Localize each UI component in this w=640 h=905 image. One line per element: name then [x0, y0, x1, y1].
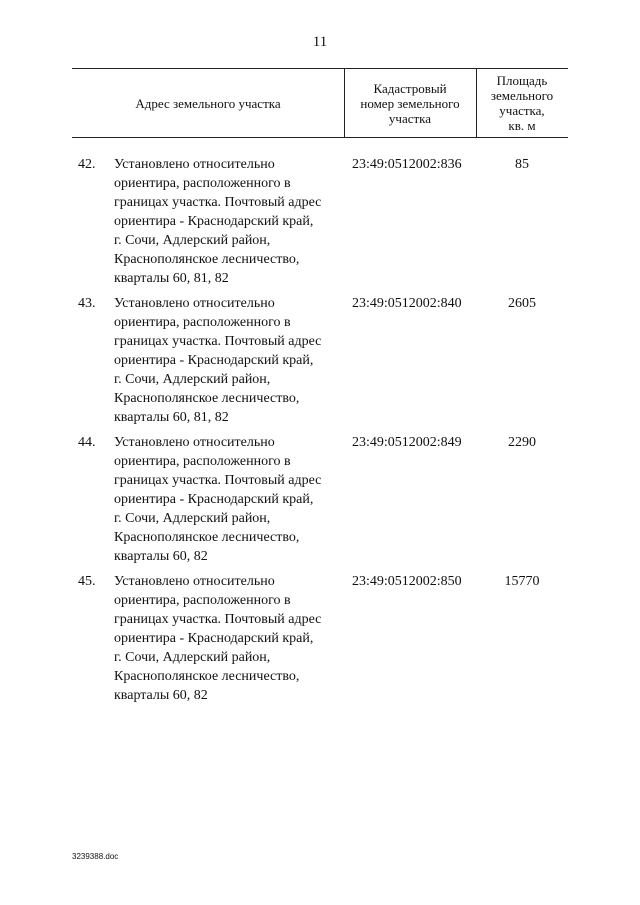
address-line: ориентира - Краснодарский край, — [114, 492, 314, 507]
row-cadastral-number: 23:49:0512002:850 — [352, 574, 462, 589]
address-line: Краснополянское лесничество, — [114, 252, 300, 267]
row-area: 85 — [515, 157, 529, 172]
address-line: ориентира, расположенного в — [114, 454, 291, 469]
address-line: ориентира - Краснодарский край, — [114, 353, 314, 368]
address-line: ориентира, расположенного в — [114, 593, 291, 608]
address-line: г. Сочи, Адлерский район, — [114, 372, 271, 387]
header-address-line: Адрес земельного участка — [135, 95, 281, 111]
header-area-line: Площадь — [496, 73, 548, 88]
row-area: 2290 — [508, 435, 536, 450]
header-area-line: земельного — [490, 88, 554, 103]
address-line: границах участка. Почтовый адрес — [114, 612, 322, 627]
address-line: кварталы 60, 81, 82 — [114, 410, 229, 425]
header-cadastral-line: участка — [388, 110, 432, 126]
address-line: ориентира, расположенного в — [114, 315, 291, 330]
row-address — [114, 294, 350, 427]
row-cadastral-number: 23:49:0512002:836 — [352, 157, 462, 172]
header-area — [476, 69, 568, 137]
header-area-line: кв. м — [508, 118, 536, 133]
address-line: ориентира, расположенного в — [114, 176, 291, 191]
row-cadastral-number: 23:49:0512002:840 — [352, 296, 462, 311]
address-line: ориентира - Краснодарский край, — [114, 214, 314, 229]
address-line: кварталы 60, 82 — [114, 688, 208, 703]
row-number: 42. — [78, 157, 96, 172]
row-address — [114, 155, 350, 288]
address-line: Краснополянское лесничество, — [114, 669, 300, 684]
address-line: Установлено относительно — [114, 296, 275, 311]
row-area: 15770 — [504, 574, 540, 589]
address-line: Краснополянское лесничество, — [114, 530, 300, 545]
address-line: Краснополянское лесничество, — [114, 391, 300, 406]
row-number: 43. — [78, 296, 96, 311]
table-header — [72, 68, 568, 138]
row-cadastral-number: 23:49:0512002:849 — [352, 435, 462, 450]
address-line: границах участка. Почтовый адрес — [114, 473, 322, 488]
address-line: ориентира - Краснодарский край, — [114, 631, 314, 646]
address-line: границах участка. Почтовый адрес — [114, 195, 322, 210]
address-line: кварталы 60, 81, 82 — [114, 271, 229, 286]
address-line: кварталы 60, 82 — [114, 549, 208, 564]
address-line: г. Сочи, Адлерский район, — [114, 233, 271, 248]
header-address — [72, 69, 344, 137]
address-line: Установлено относительно — [114, 435, 275, 450]
header-cadastral-line: Кадастровый — [373, 80, 447, 96]
row-address — [114, 572, 350, 705]
address-line: границах участка. Почтовый адрес — [114, 334, 322, 349]
row-number: 45. — [78, 574, 96, 589]
header-cadastral-line: номер земельного — [360, 95, 460, 111]
address-line: г. Сочи, Адлерский район, — [114, 650, 271, 665]
address-line: Установлено относительно — [114, 574, 275, 589]
row-number: 44. — [78, 435, 96, 450]
address-line: г. Сочи, Адлерский район, — [114, 511, 271, 526]
footer-filename: 3239388.doc — [72, 852, 119, 861]
address-line: Установлено относительно — [114, 157, 275, 172]
header-cadastral-number — [344, 69, 476, 137]
row-address — [114, 433, 350, 566]
header-area-line: участка, — [499, 103, 545, 118]
row-area: 2605 — [508, 296, 536, 311]
page-number: 11 — [312, 34, 328, 50]
